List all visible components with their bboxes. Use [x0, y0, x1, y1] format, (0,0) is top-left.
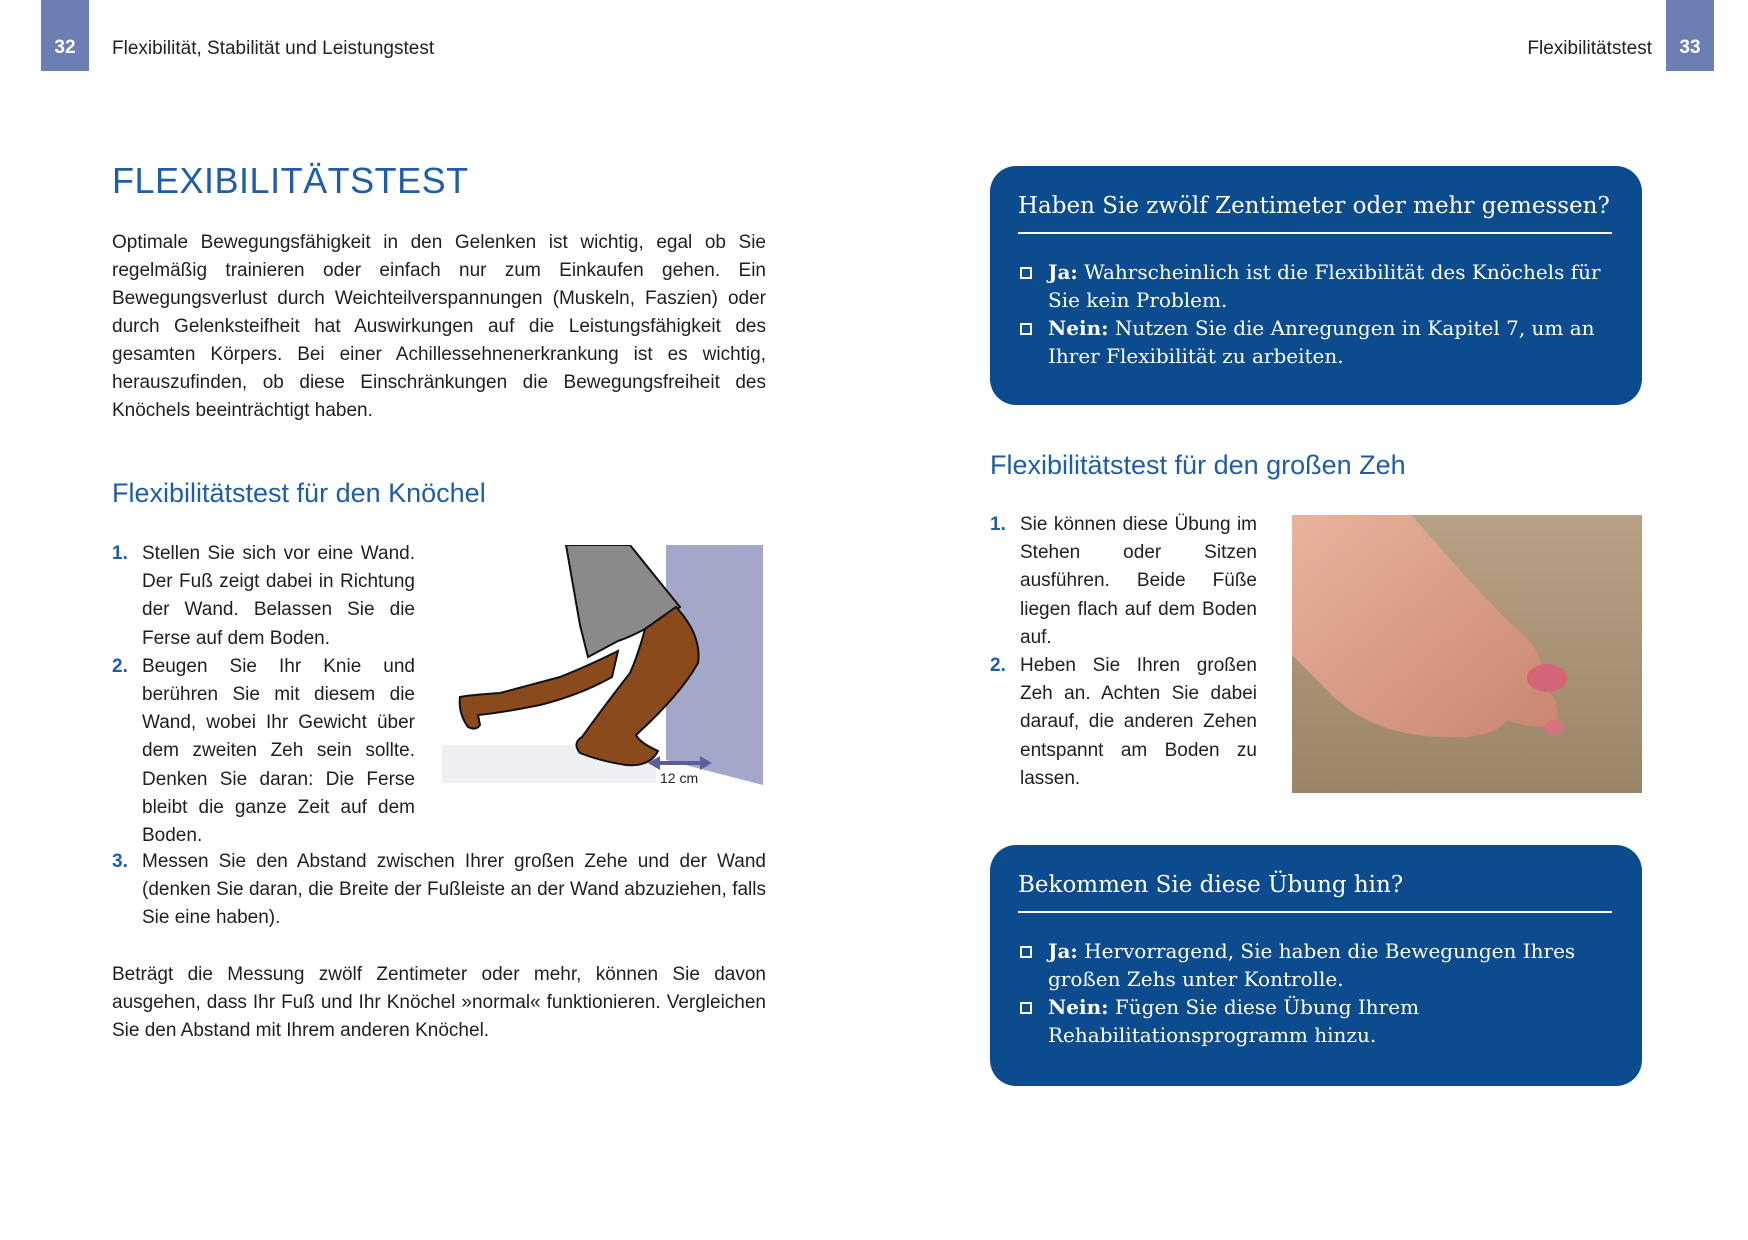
box-title: Bekommen Sie diese Übung hin?: [1018, 869, 1612, 913]
ankle-steps: [112, 540, 415, 850]
page-number-right: 33: [1666, 0, 1714, 71]
list-item: 2. Beugen Sie Ihr Knie und berühren Sie mit diesem die Wand, wobei Ihr Gewicht über dem zweiten Zeh sein sollte. Denken Sie daran: Die Ferse bleibt die ganze Zeit auf dem Boden.: [112, 655, 415, 847]
checklist: [1018, 258, 1612, 370]
checkbox-icon[interactable]: [1020, 267, 1032, 279]
checklist-item: Ja: Hervorragend, Sie haben die Bewegungen Ihres großen Zehs unter Kontrolle.: [1018, 937, 1612, 993]
toenail-shape: [1527, 664, 1567, 692]
info-box-question-2: [990, 845, 1642, 1086]
checkbox-icon[interactable]: [1020, 1002, 1032, 1014]
big-toe-steps: [990, 511, 1257, 793]
small-toenail-shape: [1544, 720, 1564, 734]
running-title-right: Flexibilitätstest: [1527, 38, 1652, 59]
list-item: 3. Messen Sie den Abstand zwischen Ihrer großen Zehe und der Wand (denken Sie daran, die Breite der Fußleiste an der Wand abzuziehen, falls Sie eine haben).: [112, 851, 766, 929]
ankle-steps-continued: [112, 848, 766, 933]
knee-to-wall-illustration: [440, 545, 766, 785]
checklist-item: Nein: Fügen Sie diese Übung Ihrem Rehabilitationsprogramm hinzu.: [1018, 993, 1612, 1049]
chapter-title: FLEXIBILITÄTSTEST: [112, 160, 469, 201]
info-box-question-1: [990, 166, 1642, 405]
list-item: 1. Stellen Sie sich vor eine Wand. Der Fuß zeigt dabei in Richtung der Wand. Belassen Sie die Ferse auf dem Boden.: [112, 543, 415, 649]
checkbox-icon[interactable]: [1020, 323, 1032, 335]
box-title: Haben Sie zwölf Zentimeter oder mehr gemessen?: [1018, 190, 1612, 234]
back-leg-shape: [460, 651, 618, 729]
page-number-left: 32: [41, 0, 89, 71]
conclusion-paragraph: Beträgt die Messung zwölf Zentimeter oder mehr, können Sie davon ausgehen, dass Ihr Fuß und Ihr Knöchel »normal« funktionieren. Vergleichen Sie den Abstand mit Ihrem anderen Knöchel.: [112, 964, 766, 1041]
subheading-big-toe: Flexibilitätstest für den großen Zeh: [990, 450, 1406, 480]
checklist-item: Nein: Nutzen Sie die Anregungen in Kapitel 7, um an Ihrer Flexibilität zu arbeiten.: [1018, 314, 1612, 370]
intro-paragraph: Optimale Bewegungsfähigkeit in den Gelenken ist wichtig, egal ob Sie regelmäßig trainieren oder einfach nur zum Einkaufen gehen. Ein Bewegungsverlust durch Weichteilverspannungen (Muskeln, Faszien) oder durch Gelenksteifheit hat Auswirkungen auf die Leistungsfähigkeit des gesamten Körpers. Bei einer Achillessehnenerkrankung ist es wichtig, herauszufinden, ob diese Einschränkungen die Bewegungsfreiheit des Knöchels beeinträchtigt haben.: [112, 232, 766, 421]
big-toe-photo: [1292, 515, 1642, 793]
list-item: 2. Heben Sie Ihren großen Zeh an. Achten Sie dabei darauf, die anderen Zehen entspannt am Boden zu lassen.: [990, 655, 1257, 789]
checklist-item: Ja: Wahrscheinlich ist die Flexibilität des Knöchels für Sie kein Problem.: [1018, 258, 1612, 314]
subheading-ankle: Flexibilitätstest für den Knöchel: [112, 478, 486, 508]
checkbox-icon[interactable]: [1020, 946, 1032, 958]
running-title-left: Flexibilität, Stabilität und Leistungstest: [112, 38, 435, 59]
measure-label: 12 cm: [660, 770, 699, 785]
list-item: 1. Sie können diese Übung im Stehen oder Sitzen ausführen. Beide Füße liegen flach auf dem Boden auf.: [990, 514, 1257, 648]
checklist: [1018, 937, 1612, 1049]
